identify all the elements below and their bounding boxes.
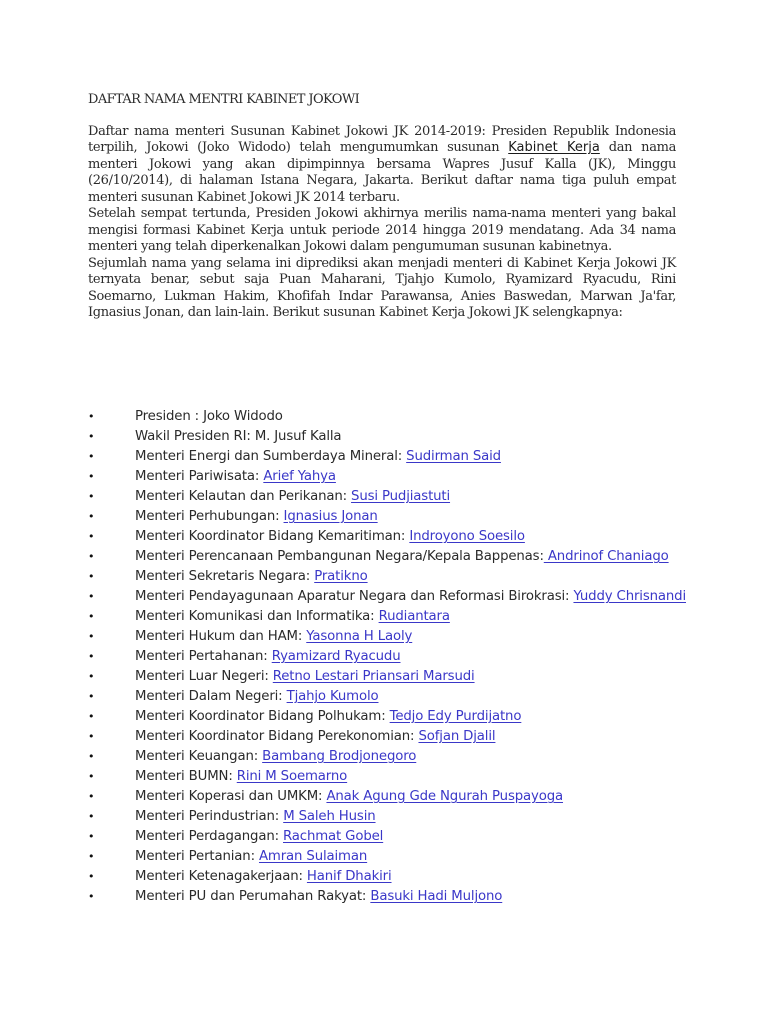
bullet-icon: • <box>88 610 95 623</box>
list-item <box>88 607 688 627</box>
minister-role: Menteri Pertahanan: <box>135 649 272 664</box>
minister-role: Menteri PU dan Perumahan Rakyat: <box>135 889 371 904</box>
document-page <box>88 92 676 322</box>
minister-name-link[interactable]: Rachmat Gobel <box>283 829 384 844</box>
minister-name-link[interactable]: Arief Yahya <box>263 469 336 484</box>
intro-paragraph <box>88 124 676 207</box>
list-item <box>88 687 688 707</box>
list-item <box>88 647 688 667</box>
minister-role: Menteri Dalam Negeri: <box>135 689 287 704</box>
list-item <box>88 627 688 647</box>
minister-name-link[interactable]: Pratikno <box>314 569 368 584</box>
bullet-icon: • <box>88 430 95 443</box>
minister-role: Menteri Perdagangan: <box>135 829 283 844</box>
bullet-icon: • <box>88 570 95 583</box>
list-item <box>88 547 688 567</box>
list-item <box>88 587 688 607</box>
list-item <box>88 867 688 887</box>
bullet-icon: • <box>88 550 95 563</box>
list-item <box>88 427 688 447</box>
minister-role: Menteri Kelautan dan Perikanan: <box>135 489 352 504</box>
bullet-icon: • <box>88 490 95 503</box>
minister-name-link[interactable]: Bambang Brodjonegoro <box>262 749 417 764</box>
minister-role: Wakil Presiden RI: M. Jusuf Kalla <box>135 429 342 444</box>
minister-role: Menteri Koordinator Bidang Kemaritiman: <box>135 529 410 544</box>
minister-name-link[interactable]: Hanif Dhakiri <box>306 869 392 884</box>
bullet-icon: • <box>88 510 95 523</box>
list-item <box>88 827 688 847</box>
minister-name-link[interactable]: Andrinof Chaniago <box>543 549 669 564</box>
list-item <box>88 487 688 507</box>
list-item <box>88 467 688 487</box>
minister-name-link[interactable]: Yuddy Chrisnandi <box>573 589 686 604</box>
bullet-icon: • <box>88 770 95 783</box>
minister-name-link[interactable]: Basuki Hadi Muljono <box>370 889 503 904</box>
minister-role: Menteri Koperasi dan UMKM: <box>135 789 327 804</box>
minister-name-link[interactable]: Sudirman Said <box>406 449 501 464</box>
bullet-icon: • <box>88 750 95 763</box>
minister-name-link[interactable]: Tjahjo Kumolo <box>286 689 379 704</box>
bullet-icon: • <box>88 630 95 643</box>
list-item <box>88 407 688 427</box>
bullet-icon: • <box>88 530 95 543</box>
minister-role: Menteri Komunikasi dan Informatika: <box>135 609 379 624</box>
bullet-icon: • <box>88 590 95 603</box>
document-title: DAFTAR NAMA MENTRI KABINET JOKOWI <box>88 92 360 107</box>
kabinet-kerja-link[interactable]: Kabinet Kerja <box>508 140 600 155</box>
minister-role: Menteri Pertanian: <box>135 849 259 864</box>
minister-role: Menteri Sekretaris Negara: <box>135 569 315 584</box>
minister-role: Menteri Luar Negeri: <box>135 669 273 684</box>
minister-name-link[interactable]: Susi Pudjiastuti <box>351 489 451 504</box>
minister-role: Menteri Koordinator Bidang Perekonomian: <box>135 729 419 744</box>
minister-role: Menteri Pendayagunaan Aparatur Negara dan Reformasi Birokrasi: <box>135 589 574 604</box>
bullet-icon: • <box>88 850 95 863</box>
minister-name-link[interactable]: Ryamizard Ryacudu <box>271 649 401 664</box>
minister-name-link[interactable]: Anak Agung Gde Ngurah Puspayoga <box>326 789 564 804</box>
list-item <box>88 447 688 467</box>
list-item <box>88 667 688 687</box>
bullet-icon: • <box>88 710 95 723</box>
list-item <box>88 847 688 867</box>
list-item <box>88 887 688 907</box>
minister-role: Menteri Perencanaan Pembangunan Negara/Kepala Bappenas: <box>135 549 544 564</box>
minister-name-link[interactable]: Amran Sulaiman <box>258 849 368 864</box>
minister-name-link[interactable]: Tedjo Edy Purdijatno <box>389 709 522 724</box>
minister-name-link[interactable]: Yasonna H Laoly <box>306 629 413 644</box>
second-paragraph: Setelah sempat tertunda, Presiden Jokowi akhirnya merilis nama-nama menteri yang bakal mengisi formasi Kabinet Kerja untuk periode 2014 hingga 2019 mendatang. Ada 34 nama menteri yang telah diperkenalkan Jokowi dalam pengumuman susunan kabinetnya. <box>88 206 676 254</box>
bullet-icon: • <box>88 450 95 463</box>
minister-name-link[interactable]: Ignasius Jonan <box>283 509 378 524</box>
minister-role: Menteri BUMN: <box>135 769 237 784</box>
minister-role: Menteri Pariwisata: <box>135 469 264 484</box>
intro-text-after-link: dan nama menteri Jokowi yang akan dipimpinnya bersama Wapres Jusuf Kalla (JK), Minggu (26/10/2014), di halaman Istana Negara, Jakarta. Berikut daftar nama tiga puluh empat menteri susunan Kabinet Jokowi JK 2014 terbaru. <box>88 140 676 205</box>
bullet-icon: • <box>88 870 95 883</box>
bullet-icon: • <box>88 810 95 823</box>
minister-role: Menteri Perindustrian: <box>135 809 284 824</box>
list-item <box>88 767 688 787</box>
list-item <box>88 707 688 727</box>
bullet-icon: • <box>88 690 95 703</box>
bullet-icon: • <box>88 670 95 683</box>
list-item <box>88 527 688 547</box>
minister-role: Menteri Keuangan: <box>135 749 263 764</box>
minister-name-link[interactable]: Rudiantara <box>378 609 450 624</box>
list-item <box>88 747 688 767</box>
bullet-icon: • <box>88 650 95 663</box>
bullet-icon: • <box>88 830 95 843</box>
list-item <box>88 807 688 827</box>
bullet-icon: • <box>88 790 95 803</box>
minister-role: Menteri Koordinator Bidang Polhukam: <box>135 709 390 724</box>
list-item <box>88 567 688 587</box>
ministers-list <box>88 407 688 907</box>
minister-name-link[interactable]: Sofjan Djalil <box>418 729 496 744</box>
minister-name-link[interactable]: Indroyono Soesilo <box>409 529 525 544</box>
list-item <box>88 727 688 747</box>
minister-role: Menteri Energi dan Sumberdaya Mineral: <box>135 449 407 464</box>
minister-role: Menteri Perhubungan: <box>135 509 284 524</box>
bullet-icon: • <box>88 730 95 743</box>
bullet-icon: • <box>88 890 95 903</box>
minister-name-link[interactable]: Rini M Soemarno <box>236 769 348 784</box>
bullet-icon: • <box>88 410 95 423</box>
list-item <box>88 787 688 807</box>
list-item <box>88 507 688 527</box>
intro-text-before-link: Daftar nama menteri Susunan Kabinet Jokowi JK 2014-2019: Presiden Republik Indonesia terpilih, Jokowi (Joko Widodo) telah mengumumkan susunan <box>88 123 676 155</box>
bullet-icon: • <box>88 470 95 483</box>
minister-role: Menteri Ketenagakerjaan: <box>135 869 307 884</box>
minister-name-link[interactable]: Retno Lestari Priansari Marsudi <box>272 669 475 684</box>
minister-name-link[interactable]: M Saleh Husin <box>283 809 376 824</box>
third-paragraph: Sejumlah nama yang selama ini diprediksi akan menjadi menteri di Kabinet Kerja Jokowi JK ternyata benar, sebut saja Puan Maharani, Tjahjo Kumolo, Ryamizard Ryacudu, Rini Soemarno, Lukman Hakim, Khofifah Indar Parawansa, Anies Baswedan, Marwan Ja'far, Ignasius Jonan, dan lain-lain. Berikut susunan Kabinet Kerja Jokowi JK selengkapnya: <box>88 255 676 320</box>
minister-role: Presiden : Joko Widodo <box>135 409 283 424</box>
minister-role: Menteri Hukum dan HAM: <box>135 629 307 644</box>
